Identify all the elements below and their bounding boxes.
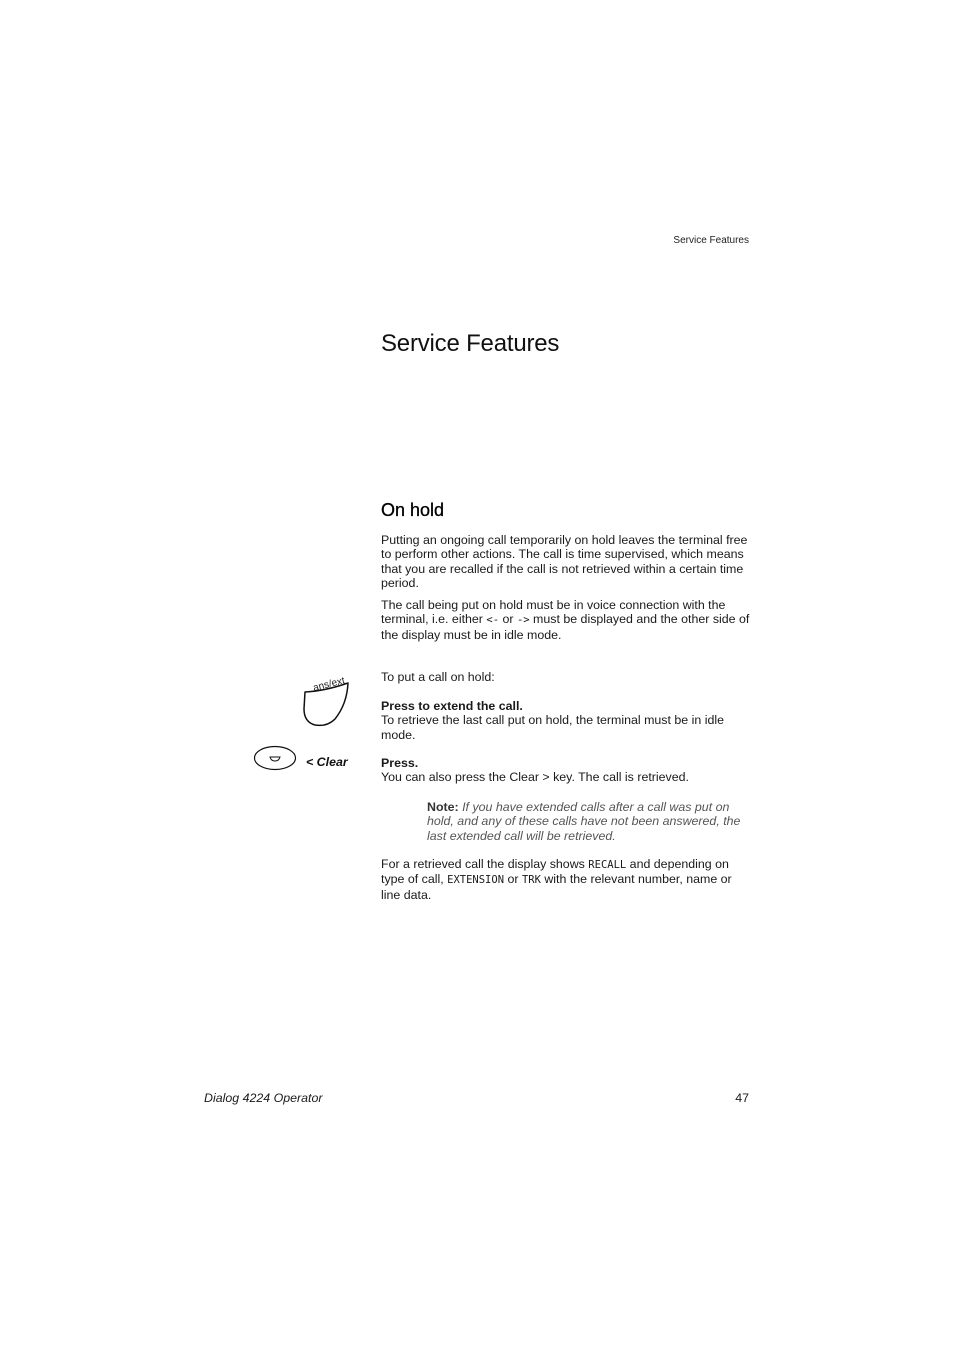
intro-paragraph: Putting an ongoing call temporarily on hold leaves the terminal free to perform other actions. The call is time supervised, which means that you are recalled if the call is not retrieved within a certain time period. [381,533,748,591]
ans-ext-key-icon [300,674,354,728]
display-code: -> [516,614,530,627]
step-extend [381,699,753,742]
ans-ext-key-label: ans/ext [312,675,347,694]
text-span: For a retrieved call the display shows [381,857,589,871]
step-press [381,756,753,785]
text-span: or [504,872,522,887]
text-span: and depending on type of call, [381,857,729,887]
section-title: On hold [381,500,445,520]
retrieved-call-paragraph [381,857,753,902]
clear-key-icon [253,745,299,772]
step-title: Press. [381,756,419,770]
text-span: with the relevant number, name or line data. [381,872,732,902]
display-code: <- [486,614,500,627]
step-text: You can also press the Clear > key. The call is retrieved. [381,770,689,785]
procedure-intro: To put a call on hold: [381,670,495,684]
clear-key-label: < Clear [306,755,348,769]
page-title: Service Features [381,330,560,357]
display-code: TRK [521,874,541,887]
text-span: or [499,612,517,627]
note-text: If you have extended calls after a call was put on hold, and any of these calls have not been answered, the last extended call will be retrieved. [427,800,741,843]
requirement-paragraph [381,598,753,642]
page-number: 47 [735,1091,749,1105]
display-code: RECALL [588,859,627,871]
step-title: Press to extend the call. [381,699,523,713]
note-label: Note: [427,800,459,814]
text-span: The call being put on hold must be in voice connection with the terminal, i.e. either [381,598,726,627]
footer-title: Dialog 4224 Operator [204,1091,323,1105]
running-header: Service Features [673,235,749,246]
note [427,800,753,843]
step-text: To retrieve the last call put on hold, the terminal must be in idle mode. [381,713,724,742]
text-span: must be displayed and the other side of the display must be in idle mode. [381,612,750,642]
display-code: EXTENSION [447,874,505,887]
